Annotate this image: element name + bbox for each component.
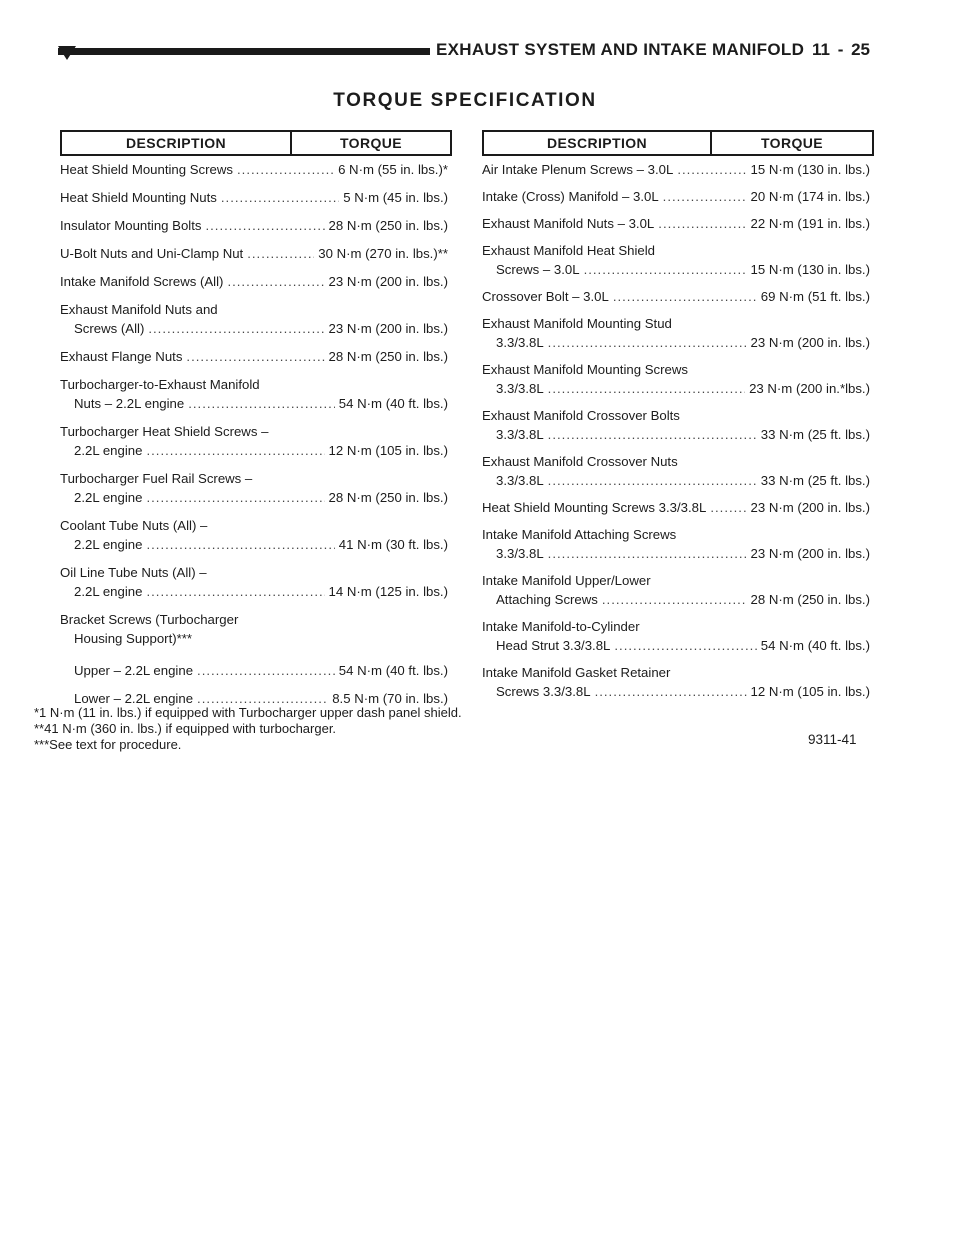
spec-description: Bracket Screws (Turbocharger bbox=[60, 612, 239, 627]
spec-description: Housing Support)*** bbox=[74, 631, 193, 646]
spec-description: 3.3/3.8L bbox=[496, 473, 544, 488]
spec-description: Turbocharger-to-Exhaust Manifold bbox=[60, 377, 260, 392]
spec-description: Exhaust Manifold Nuts and bbox=[60, 302, 218, 317]
spec-description: Attaching Screws bbox=[496, 592, 598, 607]
spec-description: Nuts – 2.2L engine bbox=[74, 396, 185, 411]
spec-description: Lower – 2.2L engine bbox=[74, 691, 194, 706]
page-number: 11 - 25 bbox=[812, 40, 870, 59]
spec-description: Exhaust Flange Nuts bbox=[60, 349, 183, 364]
description-header: DESCRIPTION bbox=[484, 132, 712, 154]
spec-description: Exhaust Manifold Nuts – 3.0L bbox=[482, 216, 655, 231]
spec-description: Air Intake Plenum Screws – 3.0L bbox=[482, 162, 674, 177]
leader-dots bbox=[205, 216, 324, 235]
spec-torque: 12 N·m (105 in. lbs.) bbox=[328, 443, 448, 458]
spec-entry bbox=[482, 452, 870, 490]
leader-dots bbox=[677, 160, 746, 179]
spec-description: 2.2L engine bbox=[74, 584, 143, 599]
spec-entry bbox=[482, 214, 870, 233]
spec-torque: 30 N·m (270 in. lbs.)** bbox=[318, 246, 448, 261]
spec-torque: 14 N·m (125 in. lbs.) bbox=[328, 584, 448, 599]
spec-description: Exhaust Manifold Mounting Screws bbox=[482, 362, 688, 377]
spec-entry bbox=[482, 241, 870, 279]
leader-dots bbox=[602, 590, 747, 609]
footnote: ***See text for procedure. bbox=[34, 737, 182, 752]
spec-description: 3.3/3.8L bbox=[496, 381, 544, 396]
page-title: TORQUE SPECIFICATION bbox=[333, 90, 597, 111]
spec-description: Oil Line Tube Nuts (All) – bbox=[60, 565, 207, 580]
leader-dots bbox=[613, 287, 757, 306]
torque-header: TORQUE bbox=[339, 135, 403, 151]
spec-description: Crossover Bolt – 3.0L bbox=[482, 289, 609, 304]
leader-dots bbox=[614, 636, 756, 655]
spec-description: Turbocharger Heat Shield Screws – bbox=[60, 424, 269, 439]
spec-torque: 15 N·m (130 in. lbs.) bbox=[750, 162, 870, 177]
spec-description: Head Strut 3.3/3.8L bbox=[496, 638, 611, 653]
spec-entry bbox=[60, 469, 448, 507]
spec-torque: 28 N·m (250 in. lbs.) bbox=[328, 349, 448, 364]
spec-torque: 54 N·m (40 ft. lbs.) bbox=[338, 396, 448, 411]
leader-dots bbox=[146, 488, 324, 507]
spec-entry bbox=[60, 661, 448, 680]
spec-entry bbox=[60, 244, 448, 263]
spec-torque: 41 N·m (30 ft. lbs.) bbox=[338, 537, 448, 552]
spec-entry bbox=[60, 300, 448, 338]
spec-description: 3.3/3.8L bbox=[496, 335, 544, 350]
leader-dots bbox=[595, 682, 747, 701]
spec-entry bbox=[482, 617, 870, 655]
spec-description: Heat Shield Mounting Screws bbox=[60, 162, 233, 177]
spec-description: 2.2L engine bbox=[74, 490, 143, 505]
spec-torque: 33 N·m (25 ft. lbs.) bbox=[760, 473, 870, 488]
leader-dots bbox=[146, 441, 324, 460]
spec-entry bbox=[482, 663, 870, 701]
torque-header: TORQUE bbox=[760, 135, 824, 151]
spec-torque: 5 N·m (45 in. lbs.) bbox=[343, 190, 448, 205]
spec-description: Screws – 3.0L bbox=[496, 262, 580, 277]
spec-torque: 28 N·m (250 in. lbs.) bbox=[328, 218, 448, 233]
spec-description: 3.3/3.8L bbox=[496, 546, 544, 561]
spec-entry bbox=[60, 347, 448, 366]
spec-entry bbox=[482, 314, 870, 352]
leader-dots bbox=[584, 260, 747, 279]
spec-torque: 28 N·m (250 in. lbs.) bbox=[328, 490, 448, 505]
leader-dots bbox=[548, 333, 747, 352]
leader-dots bbox=[548, 425, 757, 444]
leader-dots bbox=[663, 187, 747, 206]
spec-description: Insulator Mounting Bolts bbox=[60, 218, 202, 233]
header-rule bbox=[58, 48, 430, 55]
spec-torque: 15 N·m (130 in. lbs.) bbox=[750, 262, 870, 277]
spec-torque: 23 N·m (200 in. lbs.) bbox=[750, 500, 870, 515]
spec-entry bbox=[60, 563, 448, 601]
figure-code: 9311-41 bbox=[808, 732, 857, 747]
spec-entry bbox=[60, 422, 448, 460]
spec-entry bbox=[60, 272, 448, 291]
leader-dots bbox=[197, 661, 335, 680]
spec-column-left bbox=[60, 160, 448, 717]
spec-description: Upper – 2.2L engine bbox=[74, 663, 194, 678]
spec-description: Intake (Cross) Manifold – 3.0L bbox=[482, 189, 659, 204]
leader-dots bbox=[186, 347, 324, 366]
leader-dots bbox=[148, 319, 324, 338]
footnotes bbox=[34, 705, 462, 753]
spec-description: Exhaust Manifold Heat Shield bbox=[482, 243, 656, 258]
leader-dots bbox=[548, 544, 747, 563]
spec-entry bbox=[482, 360, 870, 398]
spec-entry bbox=[60, 160, 448, 179]
spec-entry bbox=[60, 610, 448, 648]
spec-description: U-Bolt Nuts and Uni-Clamp Nut bbox=[60, 246, 244, 261]
spec-torque: 12 N·m (105 in. lbs.) bbox=[750, 684, 870, 699]
spec-entry bbox=[482, 571, 870, 609]
leader-dots bbox=[548, 471, 757, 490]
spec-torque: 54 N·m (40 ft. lbs.) bbox=[760, 638, 870, 653]
spec-entry bbox=[482, 160, 870, 179]
spec-entry bbox=[60, 375, 448, 413]
spec-torque: 20 N·m (174 in. lbs.) bbox=[750, 189, 870, 204]
spec-description: 2.2L engine bbox=[74, 537, 143, 552]
spec-torque: 8.5 N·m (70 in. lbs.) bbox=[332, 691, 448, 706]
spec-description: Screws (All) bbox=[74, 321, 145, 336]
spec-torque: 23 N·m (200 in. lbs.) bbox=[328, 321, 448, 336]
leader-dots bbox=[548, 379, 745, 398]
leader-dots bbox=[221, 188, 339, 207]
spec-entry bbox=[482, 406, 870, 444]
spec-description: Intake Manifold Gasket Retainer bbox=[482, 665, 671, 680]
spec-entry bbox=[482, 525, 870, 563]
spec-torque: 33 N·m (25 ft. lbs.) bbox=[760, 427, 870, 442]
spec-entry bbox=[482, 287, 870, 306]
spec-torque: 23 N·m (200 in. lbs.) bbox=[750, 335, 870, 350]
spec-torque: 22 N·m (191 in. lbs.) bbox=[750, 216, 870, 231]
spec-description: Intake Manifold Attaching Screws bbox=[482, 527, 677, 542]
spec-torque: 23 N·m (200 in. lbs.) bbox=[750, 546, 870, 561]
spec-description: 2.2L engine bbox=[74, 443, 143, 458]
spec-description: Intake Manifold-to-Cylinder bbox=[482, 619, 640, 634]
spec-description: Exhaust Manifold Mounting Stud bbox=[482, 316, 672, 331]
spec-torque: 6 N·m (55 in. lbs.)* bbox=[338, 162, 448, 177]
spec-torque: 23 N·m (200 in. lbs.) bbox=[328, 274, 448, 289]
spec-torque: 23 N·m (200 in.*lbs.) bbox=[749, 381, 870, 396]
spec-entry bbox=[60, 188, 448, 207]
leader-dots bbox=[247, 244, 314, 263]
spec-description: Intake Manifold Screws (All) bbox=[60, 274, 224, 289]
spec-entry bbox=[60, 216, 448, 235]
table-header-left bbox=[60, 130, 452, 156]
footnote: **41 N·m (360 in. lbs.) if equipped with turbocharger. bbox=[34, 721, 337, 736]
description-header: DESCRIPTION bbox=[62, 132, 292, 154]
leader-dots bbox=[146, 535, 334, 554]
footnote: *1 N·m (11 in. lbs.) if equipped with Turbocharger upper dash panel shield. bbox=[34, 705, 462, 720]
spec-column-right bbox=[482, 160, 870, 709]
spec-description: Turbocharger Fuel Rail Screws – bbox=[60, 471, 253, 486]
leader-dots bbox=[146, 582, 324, 601]
spec-entry bbox=[482, 187, 870, 206]
spec-description: Exhaust Manifold Crossover Nuts bbox=[482, 454, 678, 469]
spec-description: Coolant Tube Nuts (All) – bbox=[60, 518, 208, 533]
table-header-right bbox=[482, 130, 874, 156]
leader-dots bbox=[237, 160, 334, 179]
spec-torque: 54 N·m (40 ft. lbs.) bbox=[338, 663, 448, 678]
spec-entry bbox=[482, 498, 870, 517]
leader-dots bbox=[188, 394, 335, 413]
spec-description: Exhaust Manifold Crossover Bolts bbox=[482, 408, 680, 423]
spec-torque: 28 N·m (250 in. lbs.) bbox=[750, 592, 870, 607]
leader-dots bbox=[227, 272, 324, 291]
section-title: EXHAUST SYSTEM AND INTAKE MANIFOLD bbox=[436, 40, 805, 59]
spec-entry bbox=[60, 516, 448, 554]
leader-dots bbox=[710, 498, 746, 517]
leader-dots bbox=[658, 214, 746, 233]
spec-torque: 69 N·m (51 ft. lbs.) bbox=[760, 289, 870, 304]
spec-description: Screws 3.3/3.8L bbox=[496, 684, 591, 699]
spec-description: Heat Shield Mounting Nuts bbox=[60, 190, 217, 205]
spec-description: Intake Manifold Upper/Lower bbox=[482, 573, 651, 588]
spec-description: Heat Shield Mounting Screws 3.3/3.8L bbox=[482, 500, 707, 515]
spec-description: 3.3/3.8L bbox=[496, 427, 544, 442]
